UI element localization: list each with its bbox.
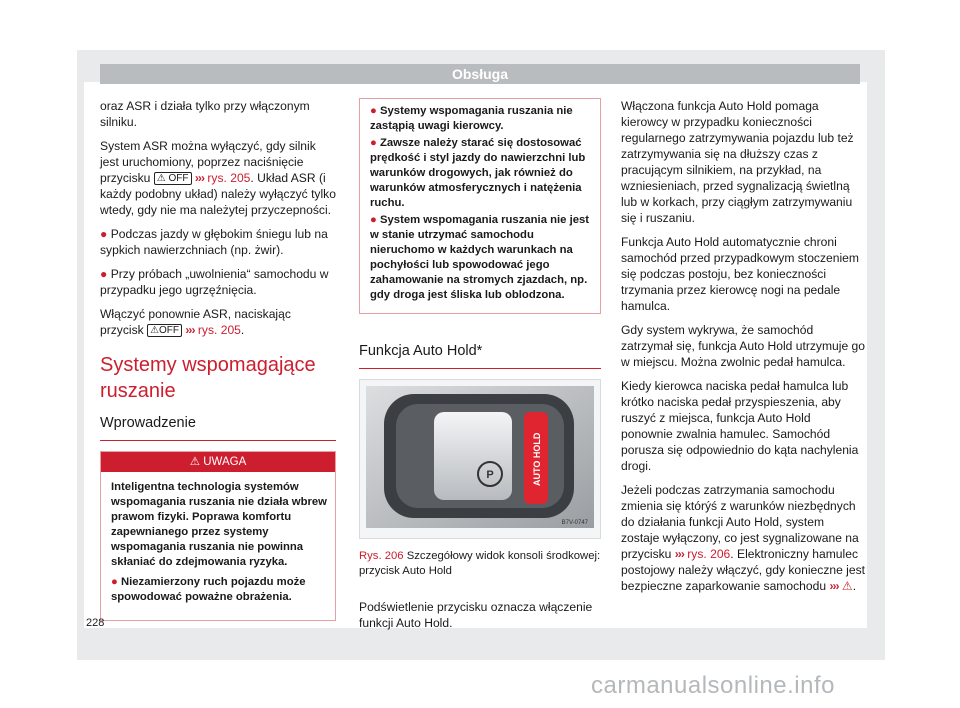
paragraph: Podświetlenie przycisku oznacza włączenie funkcji Auto Hold. [359, 600, 593, 630]
figure-reference-link[interactable]: rys. 205 [197, 323, 241, 337]
bullet-item [100, 226, 336, 258]
section-heading: Systemy wspomagające ruszanie [100, 354, 316, 402]
chevron-icon: ››› [829, 579, 839, 593]
warning-box-continued [359, 98, 601, 314]
bullet-icon: ● [100, 267, 108, 281]
figure-reference-link[interactable]: rys. 206 [687, 547, 731, 561]
svg-text:P: P [486, 469, 494, 481]
text: System wspomagania ruszania nie jest w stanie utrzymać samochodu nieruchomo w każdych warunkach na pochyłości lub spowodować jego zahamowanie na stromych zjazdach, np. gdy droga jest śliska lub oblodzona. [370, 214, 590, 301]
paragraph [100, 306, 336, 338]
text: System ASR można wyłączyć, gdy silnik jest uruchomiony, poprzez naciśnięcie przycisku [100, 139, 316, 185]
bullet-icon: ● [370, 105, 377, 117]
figure-label: Rys. 206 [359, 550, 404, 562]
text: Zawsze należy starać się dostosować prędkość i styl jazdy do nawierzchni lub warunków drogowych, jak również do warunków atmosferycznych i natężenia ruchu. [370, 137, 586, 209]
bullet-icon: ● [370, 214, 377, 226]
paragraph: Włączona funkcja Auto Hold pomaga kierowcy w przypadku konieczności regularnego zatrzymywania pojazdu lub też zatrzymywania się na dłuższy czas z pracującym silnikiem, na przykład, na wzniesieniach, przed sygnalizacją świetlną lub w korkach, przy ciągłym zatrzymywaniu się i ruszaniu. [621, 99, 854, 225]
parking-brake-switch [434, 412, 512, 500]
text: Systemy wspomagania ruszania nie zastąpią uwagi kierowcy. [370, 105, 573, 132]
section-heading: Funkcja Auto Hold* [359, 342, 601, 369]
text: Jeżeli podczas zatrzymania samochodu zmienia się którýś z warunków niezbędnych do działania funkcji Auto Hold, system zostaje wyłączony, co jest sygnalizowane na przycisku [621, 483, 859, 561]
watermark: carmanualsonline.info [591, 672, 835, 699]
paragraph: Kiedy kierowca naciska pedał hamulca lub krótko naciska pedał przyspieszenia, aby ruszyć z miejsca, funkcja Auto Hold ponownie zwalnia hamulec. Samochód porusza się odpowiednio do kąta nachylenia drogi. [621, 379, 859, 473]
auto-hold-label: AUTO HOLD [532, 432, 542, 486]
paragraph: Jeżeli podczas zatrzymania samochodu zmienia się którýś z warunków niezbędnych do działania funkcji Auto Hold, system zostaje wyłączony, co jest sygnalizowane na przycisku ››› rys. 206. Elektroniczny hamulec postojowy należy włączyć, gdy konieczne jest bezpieczne zaparkowanie samochodu ››› ⚠. [621, 483, 866, 593]
caption-text: Szczegółowy widok konsoli środkowej: przycisk Auto Hold [359, 550, 601, 577]
column-right [621, 98, 865, 602]
warning-text: Inteligentna technologia systemów wspomagania ruszania nie działa wbrew prawom fizyki. Poprawa komfortu zapewnianego przez systemy wspomagania ruszania nie powinna skłaniać do zdejmowania ryzyka. [111, 481, 327, 568]
section-header: Obsługa [100, 64, 860, 84]
asr-off-button-symbol: ⚠OFF [147, 324, 182, 337]
warning-triangle-icon: ⚠ [189, 456, 201, 468]
bullet-item [100, 266, 336, 298]
column-middle [359, 98, 601, 639]
text: Podczas jazdy w głębokim śniegu lub na sypkich nawierzchniach (np. żwir). [100, 227, 328, 257]
bullet-item [111, 575, 327, 605]
text: Przy próbach „uwolnienia“ samochodu w przypadku jego ugrzęźnięcia. [100, 267, 329, 297]
bullet-item [370, 213, 592, 303]
chevron-icon: ››› [674, 547, 684, 561]
column-left [100, 98, 336, 621]
text: Niezamierzony ruch pojazdu może spowodować poważne obrażenia. [111, 576, 306, 603]
figure-reference-link[interactable]: rys. 205 [207, 171, 251, 185]
warning-header [101, 452, 335, 472]
svg-text:B7V-0747: B7V-0747 [561, 520, 588, 526]
figure-caption [359, 549, 601, 579]
text: . [240, 323, 245, 337]
chevron-icon: ››› [194, 171, 204, 185]
button-label: OFF [159, 325, 180, 336]
text: Włączyć ponownie ASR, naciskając przycisk [100, 307, 291, 337]
button-label: OFF [168, 173, 189, 184]
figure-auto-hold [359, 379, 601, 539]
text: . Układ ASR (i każdy podobny układ) należy wyłączyć tylko wtedy, gdy nie ma należytej przyczepności. [100, 171, 336, 217]
warning-body [101, 472, 335, 620]
bullet-icon: ● [100, 227, 108, 241]
paragraph: Gdy system wykrywa, że samochód zatrzymał się, funkcja Auto Hold utrzymuje go w miejscu. Można zwolnic pedał hamulca. [621, 323, 865, 369]
paragraph: Funkcja Auto Hold automatycznie chroni samochód przed przypadkowym stoczeniem się podczas postoju, bez konieczności trzymania przez kierowcę nogi na pedale hamulca. [621, 235, 859, 313]
chevron-icon: ››› [185, 323, 195, 337]
bullet-item [370, 136, 592, 211]
bullet-icon: ● [370, 137, 377, 149]
console-illustration [366, 386, 594, 528]
page-number: 228 [86, 617, 105, 629]
subsection-heading: Wprowadzenie [100, 414, 336, 441]
text: . Elektroniczny hamulec postojowy należy włączyć, gdy konieczne jest bezpieczne zaparkowanie samochodu [621, 547, 866, 593]
paragraph: oraz ASR i działa tylko przy włączonym silniku. [100, 99, 310, 129]
paragraph [100, 138, 336, 218]
warning-triangle-icon: ⚠ [841, 579, 853, 593]
bullet-item [370, 104, 592, 134]
bullet-icon: ● [111, 576, 118, 588]
warning-title: UWAGA [203, 456, 247, 468]
asr-off-button-symbol: ⚠ OFF [154, 172, 192, 185]
warning-box [100, 451, 336, 621]
